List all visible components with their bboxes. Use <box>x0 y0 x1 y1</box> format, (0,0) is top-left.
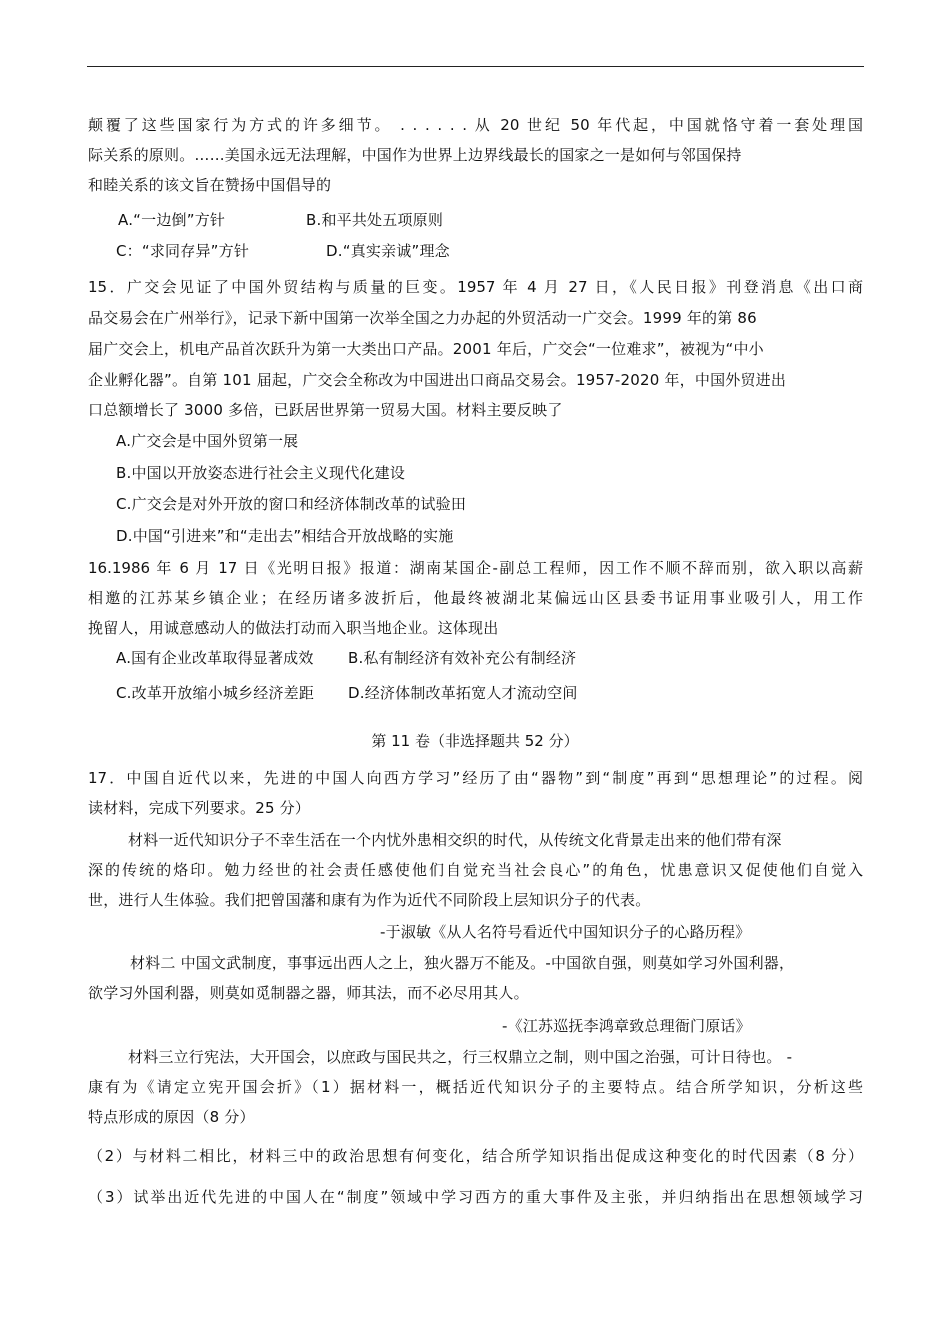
q15-stem-line-3: 届广交会上，机电产品首次跃升为第一大类出口产品。2001 年后，广交会“一位难求”，被视为“中小 <box>88 340 764 358</box>
q17-subquestion-3: （3）试举出近代先进的中国人在“制度”领域中学习西方的重大事件及主张，并归纳指出在思想领域学习 <box>88 1188 863 1206</box>
q15-stem-line-2: 品交易会在广州举行》，记录下新中国第一次举全国之力办起的外贸活动一广交会。1999 年的第 86 <box>88 309 757 327</box>
q16-option-b: B.私有制经济有效补充公有制经济 <box>348 649 577 667</box>
q14-option-b: B.和平共处五项原则 <box>306 211 444 229</box>
q16-stem-line-2: 相邀的江苏某乡镇企业；在经历诸多波折后，他最终被湖北某偏远山区县委书证用事业吸引人，用工作 <box>88 589 863 607</box>
q16-stem-line-1: 16.1986 年 6 月 17 日《光明日报》报道：湖南某国企-副总工程师，因工作不顺不辞而别，欲入职以高薪 <box>88 559 863 577</box>
q14-stem-line-1: 颠覆了这些国家行为方式的许多细节。 . . . . . . 从 20 世纪 50 年代起，中国就恪守着一套处理国 <box>88 116 863 134</box>
material1-line-3: 世，进行人生体验。我们把曾国藩和康有为作为近代不同阶段上层知识分子的代表。 <box>88 891 651 909</box>
q16-option-d: D.经济体制改革拓宽人才流动空间 <box>348 684 578 702</box>
q15-option-a: A.广交会是中国外贸第一展 <box>116 432 299 450</box>
material2-line-1: 材料二 中国文武制度，事事远出西人之上，独火器万不能及。-中国欲自强，则莫如学习外国利器， <box>130 954 795 972</box>
material1-line-2: 深的传统的烙印。勉力经世的社会责任感使他们自觉充当社会良心”的角色，忧患意识又促使他们自觉入 <box>88 861 863 879</box>
q15-option-b: B.中国以开放姿态进行社会主义现代化建设 <box>116 464 406 482</box>
q14-option-c: C：“求同存异”方针 <box>116 242 250 260</box>
material1-source: -于淑敏《从人名符号看近代中国知识分子的心路历程》 <box>380 923 751 941</box>
q16-stem-line-3: 挽留人，用诚意感动人的做法打动而入职当地企业。这体现出 <box>88 619 499 637</box>
q15-option-c: C.广交会是对外开放的窗口和经济体制改革的试验田 <box>116 495 467 513</box>
q17-subquestion-2: （2）与材料二相比，材料三中的政治思想有何变化，结合所学知识指出促成这种变化的时代因素（8 分） <box>88 1147 863 1165</box>
q14-stem-line-3: 和睦关系的该文旨在赞扬中国倡导的 <box>88 176 332 194</box>
material2-source: -《江苏巡抚李鸿章致总理衙门原话》 <box>502 1017 751 1035</box>
q17-stem-line-2: 读材料，完成下列要求。25 分） <box>88 799 311 817</box>
material3-line-3: 特点形成的原因（8 分） <box>88 1108 255 1126</box>
q15-stem-line-4: 企业孵化器”。自第 101 届起，广交会全称改为中国进出口商品交易会。1957-2020 年，中国外贸进出 <box>88 371 787 389</box>
q14-option-a: A.“一边倒”方针 <box>118 211 226 229</box>
material2-line-2: 欲学习外国利器，则莫如觅制器之器，师其法，而不必尽用其人。 <box>88 984 529 1002</box>
q15-option-d: D.中国“引进来”和“走出去”相结合开放战略的实施 <box>116 527 454 545</box>
q15-stem-line-5: 口总额增长了 3000 多倍，已跃居世界第一贸易大国。材料主要反映了 <box>88 401 563 419</box>
q17-stem-line-1: 17．中国自近代以来，先进的中国人向西方学习”经历了由“器物”到“制度”再到“思想理论”的过程。阅 <box>88 769 863 787</box>
material3-line-1: 材料三立行宪法，大开国会，以庶政与国民共之，行三权鼎立之制，则中国之治强，可计日待也。 - <box>128 1048 793 1066</box>
section-title: 第 11 卷（非选择题共 52 分） <box>371 732 579 750</box>
q16-option-a: A.国有企业改革取得显著成效 <box>116 649 314 667</box>
q16-option-c: C.改革开放缩小城乡经济差距 <box>116 684 315 702</box>
q14-option-d: D.“真实亲诚”理念 <box>326 242 450 260</box>
q14-stem-line-2: 际关系的原则。……美国永远无法理解，中国作为世界上边界线最长的国家之一是如何与邻国保持 <box>88 146 742 164</box>
q15-stem-line-1: 15．广交会见证了中国外贸结构与质量的巨变。1957 年 4 月 27 日，《人民日报》刊登消息《出口商 <box>88 278 863 296</box>
header-rule <box>87 66 864 67</box>
material1-line-1: 材料一近代知识分子不幸生活在一个内忧外患相交织的时代，从传统文化背景走出来的他们带有深 <box>128 831 782 849</box>
material3-line-2: 康有为《请定立宪开国会折》（1）据材料一，概括近代知识分子的主要特点。结合所学知识，分析这些 <box>88 1078 863 1096</box>
